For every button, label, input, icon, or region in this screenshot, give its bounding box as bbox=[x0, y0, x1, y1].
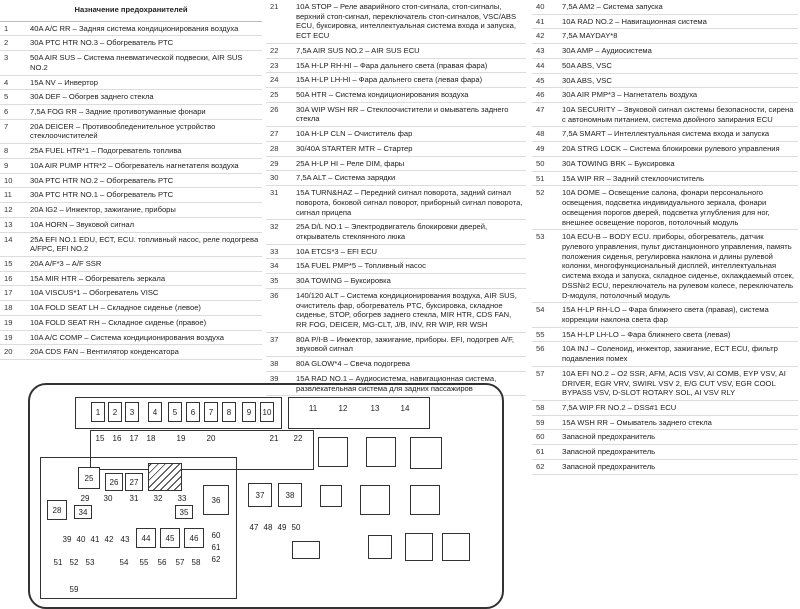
fuse-row bbox=[532, 171, 798, 186]
fuse-row bbox=[0, 51, 262, 75]
fuse-description: 10A HORN – Звуковой сигнал bbox=[30, 217, 262, 232]
fuse-25: 25 bbox=[78, 467, 100, 489]
fuse-row bbox=[532, 14, 798, 29]
fuse-description: 7,5A AM2 – Система запуска bbox=[562, 0, 798, 14]
fuse-row bbox=[266, 220, 526, 244]
fuse-row bbox=[266, 43, 526, 58]
fuse-row bbox=[532, 142, 798, 157]
fuse-5: 5 bbox=[168, 402, 182, 422]
fuse-28: 28 bbox=[47, 500, 67, 520]
fuse-row bbox=[266, 259, 526, 274]
fuse-38: 38 bbox=[278, 483, 302, 507]
fuse-description: 30A TOWING BRK – Буксировка bbox=[562, 156, 798, 171]
fuse-row bbox=[532, 58, 798, 73]
fuse-description: 7,5A ALT – Система зарядки bbox=[296, 171, 526, 186]
fuse-61-label: 61 bbox=[211, 543, 221, 552]
relay-hatched bbox=[148, 463, 182, 491]
fuse-17-label: 17 bbox=[129, 434, 139, 443]
fuse-description: 15A H-LP RH-HI – Фара дальнего света (правая фара) bbox=[296, 58, 526, 73]
fuse-number: 41 bbox=[532, 14, 562, 29]
fuse-number: 59 bbox=[532, 415, 562, 430]
fuse-number: 10 bbox=[0, 173, 30, 188]
fuse-46: 46 bbox=[184, 528, 204, 548]
fuse-60-label: 60 bbox=[211, 531, 221, 540]
fuse-number: 17 bbox=[0, 286, 30, 301]
fuse-34: 34 bbox=[74, 505, 92, 519]
fuse-number: 30 bbox=[266, 171, 296, 186]
fuse-number: 55 bbox=[532, 327, 562, 342]
fuse-row bbox=[0, 158, 262, 173]
fuse-row bbox=[532, 327, 798, 342]
fuse-13-label: 13 bbox=[370, 404, 380, 413]
fuse-description: 30A WIP WSH RR – Стеклоочистители и омыватель заднего стекла bbox=[296, 102, 526, 126]
fuse-number: 25 bbox=[266, 88, 296, 103]
fuse-16-label: 16 bbox=[112, 434, 122, 443]
fuse-row bbox=[0, 271, 262, 286]
fuse-row bbox=[0, 90, 262, 105]
fuse-description: Запасной предохранитель bbox=[562, 430, 798, 445]
relay-6 bbox=[410, 485, 440, 515]
fuse-number: 53 bbox=[532, 230, 562, 303]
fuse-row bbox=[0, 345, 262, 360]
fuse-description: 30A ABS, VSC bbox=[562, 73, 798, 88]
fuse-description: 30A DEF – Обогрев заднего стекла bbox=[30, 90, 262, 105]
fuse-number: 6 bbox=[0, 105, 30, 120]
fuse-row bbox=[532, 0, 798, 14]
fuse-row bbox=[266, 186, 526, 220]
fuse-table-column-3 bbox=[532, 0, 798, 475]
fuse-number: 22 bbox=[266, 43, 296, 58]
fuse-row bbox=[266, 73, 526, 88]
fuse-description: 7,5A SMART – Интеллектуальная система входа и запуска bbox=[562, 127, 798, 142]
fuse-row bbox=[532, 29, 798, 44]
fuse-row bbox=[0, 36, 262, 51]
fuse-row bbox=[266, 332, 526, 356]
fuse-row bbox=[532, 44, 798, 59]
fuse-description: 25A D/L NO.1 – Электродвигатель блокировки дверей, открыватель стеклянного люка bbox=[296, 220, 526, 244]
fuse-62-label: 62 bbox=[211, 555, 221, 564]
fuse-description: 30A AIR PMP*3 – Нагнетатель воздуха bbox=[562, 88, 798, 103]
fuse-number: 9 bbox=[0, 158, 30, 173]
fuse-row bbox=[0, 144, 262, 159]
fuse-number: 51 bbox=[532, 171, 562, 186]
fuse-row bbox=[532, 366, 798, 400]
fuse-description: Запасной предохранитель bbox=[562, 445, 798, 460]
fuse-4: 4 bbox=[148, 402, 162, 422]
fuse-description: 50A HTR – Система кондиционирования воздуха bbox=[296, 88, 526, 103]
fuse-1: 1 bbox=[91, 402, 105, 422]
fuse-description: Запасной предохранитель bbox=[562, 459, 798, 474]
fuse-description: 80A P/I-B – Инжектор, зажигание, приборы. EFI, подогрев A/F, звуковой сигнал bbox=[296, 332, 526, 356]
fuse-number: 11 bbox=[0, 188, 30, 203]
fuse-description: 80A GLOW*4 – Свеча подогрева bbox=[296, 357, 526, 372]
fuse-52-label: 52 bbox=[69, 558, 79, 567]
fuse-49-label: 49 bbox=[277, 523, 287, 532]
fuse-row bbox=[532, 186, 798, 230]
fuse-row bbox=[266, 141, 526, 156]
fuse-26: 26 bbox=[105, 473, 123, 491]
fuse-number: 4 bbox=[0, 75, 30, 90]
fuse-row bbox=[532, 73, 798, 88]
fuse-number: 60 bbox=[532, 430, 562, 445]
fuse-row bbox=[532, 459, 798, 474]
fuse-description: 10A DOME – Освещение салона, фонари персонального освещения, подсветка индивидуального зеркала, фонари освещения порогов дверей, подсветка углубления для ног, внешнее освещение порогов, потолочный модуль bbox=[562, 186, 798, 230]
fuse-36: 36 bbox=[203, 485, 229, 515]
fuse-40-label: 40 bbox=[76, 535, 86, 544]
fuse-table-column-2 bbox=[266, 0, 526, 396]
fuse-number: 20 bbox=[0, 345, 30, 360]
fuse-12-label: 12 bbox=[338, 404, 348, 413]
fuse-description: 15A H-LP RH-LO – Фара ближнего света (правая), система коррекции наклона света фар bbox=[562, 303, 798, 327]
fuse-21-label: 21 bbox=[269, 434, 279, 443]
fuse-number: 3 bbox=[0, 51, 30, 75]
fuse-number: 5 bbox=[0, 90, 30, 105]
fuse-row bbox=[532, 127, 798, 142]
fuse-row bbox=[532, 230, 798, 303]
relay-1 bbox=[318, 437, 348, 467]
fuse-number: 58 bbox=[532, 401, 562, 416]
fuse-number: 12 bbox=[0, 203, 30, 218]
fuse-row bbox=[0, 330, 262, 345]
fuse-56-label: 56 bbox=[157, 558, 167, 567]
fuse-7: 7 bbox=[204, 402, 218, 422]
fuse-number: 56 bbox=[532, 342, 562, 366]
fuse-number: 57 bbox=[532, 366, 562, 400]
fuse-description: 30A PTC HTR NO.2 – Обогреватель PTC bbox=[30, 173, 262, 188]
fuse-row bbox=[0, 105, 262, 120]
fuse-row bbox=[532, 103, 798, 127]
fuse-row bbox=[532, 415, 798, 430]
fuse-53-label: 53 bbox=[85, 558, 95, 567]
fuse-description: 30/40A STARTER MTR – Стартер bbox=[296, 141, 526, 156]
table-header-row bbox=[0, 0, 262, 21]
fuse-number: 15 bbox=[0, 256, 30, 271]
fuse-number: 47 bbox=[532, 103, 562, 127]
fuse-row bbox=[0, 286, 262, 301]
fuse-number: 36 bbox=[266, 288, 296, 332]
fuse-number: 40 bbox=[532, 0, 562, 14]
fuse-table-column-1 bbox=[0, 0, 262, 360]
fuse-33-label: 33 bbox=[177, 494, 187, 503]
fuse-10: 10 bbox=[260, 402, 274, 422]
fuse-description: 50A AIR SUS – Система пневматической подвески, AIR SUS NO.2 bbox=[30, 51, 262, 75]
fuse-row bbox=[0, 301, 262, 316]
fuse-description: 10A EFI NO.2 – O2 SSR, AFM, ACIS VSV, AI COMB, EYP VSV, AI DRIVER, EGR VRV, SWIRL VSV 2, E/G CUT VSV, EGR COOL BYPASS VSV, D-SLOT ROTARY SOL, AI VSV RLY bbox=[562, 366, 798, 400]
fuse-54-label: 54 bbox=[119, 558, 129, 567]
relay-block-top bbox=[288, 397, 430, 429]
fuse-description: 7,5A FOG RR – Задние противотуманные фонари bbox=[30, 105, 262, 120]
fuse-row bbox=[0, 75, 262, 90]
fuse-number: 39 bbox=[266, 371, 296, 395]
fuse-45: 45 bbox=[160, 528, 180, 548]
fuse-42-label: 42 bbox=[104, 535, 114, 544]
fuse-description: 25A EFI NO.1 EDU, ECT, ECU. топливный насос, реле подогрева A/FPC, EFI NO.2 bbox=[30, 232, 262, 256]
fuse-table-1 bbox=[0, 0, 262, 360]
fuse-description: 40A A/C RR – Задняя система кондиционирования воздуха bbox=[30, 21, 262, 36]
fuse-number: 42 bbox=[532, 29, 562, 44]
fuse-row bbox=[266, 357, 526, 372]
fuse-number: 19 bbox=[0, 330, 30, 345]
fuse-48-label: 48 bbox=[263, 523, 273, 532]
fuse-number: 48 bbox=[532, 127, 562, 142]
relay-10 bbox=[442, 533, 470, 561]
fuse-description: 15A NV – Инвертор bbox=[30, 75, 262, 90]
fuse-9: 9 bbox=[242, 402, 256, 422]
fuse-description: 140/120 ALT – Система кондиционирования воздуха, AIR SUS, очиститель фар, обогреватель PTC, буксировка, складное сиденье, STOP, обогрев заднего стекла, MIR HTR, CDS FAN, RR FOG, DEICER, MG-CLT, J/B, INV, RR WIP, RR WSH bbox=[296, 288, 526, 332]
fuse-number: 7 bbox=[0, 119, 30, 143]
fuse-number: 27 bbox=[266, 127, 296, 142]
fuse-29-label: 29 bbox=[80, 494, 90, 503]
fuse-description: 10A STOP – Реле аварийного стоп-сигнала, стоп-сигналы, верхний стоп-сигнал, переключатель стоп-сигналов, VSC/ABS ECU, буксировка, интеллектуальная система входа и запуска, ECT ECU bbox=[296, 0, 526, 43]
fuse-41-label: 41 bbox=[90, 535, 100, 544]
fuse-description: 10A VISCUS*1 – Обогреватель VISC bbox=[30, 286, 262, 301]
fuse-11-label: 11 bbox=[308, 404, 318, 413]
fuse-description: 25A FUEL HTR*1 – Подогреватель топлива bbox=[30, 144, 262, 159]
fuse-row bbox=[266, 58, 526, 73]
fuse-37: 37 bbox=[248, 483, 272, 507]
fuse-number: 2 bbox=[0, 36, 30, 51]
fuse-6: 6 bbox=[186, 402, 200, 422]
relay-9 bbox=[405, 533, 433, 561]
fuse-description: 10A ECU-B – BODY ECU. приборы, обогреватель, датчик рулевого управления, пульт дистанционного управления, память положения сиденья, регулировка наклона и длины рулевой колонки, многофункциональный дисплей, интеллектуальная система входа и запуска, складное сиденье, охлаждаемый отсек, DSS№2 ECU, переключатель на рулевом колесе, переключатель D-модуля, потолочный модуль bbox=[562, 230, 798, 303]
fuse-number: 45 bbox=[532, 73, 562, 88]
fuse-description: 15A RAD NO.1 – Аудиосистема, навигационная система, развлекательная система для задних пассажиров bbox=[296, 371, 526, 395]
fuse-number: 19 bbox=[0, 315, 30, 330]
relay-2 bbox=[366, 437, 396, 467]
fuse-description: 15A H-LP LH-LO – Фара ближнего света (левая) bbox=[562, 327, 798, 342]
fuse-row bbox=[266, 127, 526, 142]
fuse-number: 21 bbox=[266, 0, 296, 43]
fuse-row bbox=[266, 288, 526, 332]
fuse-row bbox=[0, 119, 262, 143]
fuse-15-label: 15 bbox=[95, 434, 105, 443]
fuse-description: 15A H-LP LH-HI – Фара дальнего света (левая фара) bbox=[296, 73, 526, 88]
fuse-description: 15A MIR HTR – Обогреватель зеркала bbox=[30, 271, 262, 286]
fuse-number: 35 bbox=[266, 274, 296, 289]
fuse-35: 35 bbox=[175, 505, 193, 519]
fuse-row bbox=[0, 256, 262, 271]
fuse-row bbox=[532, 303, 798, 327]
fuse-number: 1 bbox=[0, 21, 30, 36]
fuse-description: 30A PTC HTR NO.3 – Обогреватель PTC bbox=[30, 36, 262, 51]
fuse-description: 20A CDS FAN – Вентилятор конденсатора bbox=[30, 345, 262, 360]
fuse-row bbox=[0, 315, 262, 330]
fuse-44: 44 bbox=[136, 528, 156, 548]
fuse-51-label: 51 bbox=[53, 558, 63, 567]
fuse-description: 20A STRG LOCK – Система блокировки рулевого управления bbox=[562, 142, 798, 157]
fuse-table-3 bbox=[532, 0, 798, 475]
fuse-number: 26 bbox=[266, 102, 296, 126]
fuse-description: 15A TURN&HAZ – Передний сигнал поворота, задний сигнал поворота, боковой сигнал поворот, приборный сигнал поворота, сигнал прицепа bbox=[296, 186, 526, 220]
fuse-number: 46 bbox=[532, 88, 562, 103]
fuse-description: 15A WIP RR – Задний стеклоочиститель bbox=[562, 171, 798, 186]
fuse-number: 33 bbox=[266, 244, 296, 259]
fuse-number: 44 bbox=[532, 58, 562, 73]
fuse-description: 10A INJ – Соленоид, инжектор, зажигание, ECT ECU, фильтр подавления помех bbox=[562, 342, 798, 366]
fuse-row bbox=[0, 173, 262, 188]
fuse-number: 62 bbox=[532, 459, 562, 474]
fuse-row bbox=[532, 401, 798, 416]
fuse-39-label: 39 bbox=[62, 535, 72, 544]
fuse-55-label: 55 bbox=[139, 558, 149, 567]
relay-4 bbox=[320, 485, 342, 507]
relay-3 bbox=[410, 437, 442, 469]
fuse-27: 27 bbox=[125, 473, 143, 491]
fuse-row bbox=[532, 430, 798, 445]
fuse-row bbox=[266, 171, 526, 186]
fuse-description: 10A A/C COMP – Система кондиционирования воздуха bbox=[30, 330, 262, 345]
fuse-row bbox=[266, 156, 526, 171]
fuse-59-label: 59 bbox=[69, 585, 79, 594]
fuse-number: 28 bbox=[266, 141, 296, 156]
fuse-description: 10A H-LP CLN – Очиститель фар bbox=[296, 127, 526, 142]
fuse-8: 8 bbox=[222, 402, 236, 422]
fuse-row bbox=[532, 88, 798, 103]
fuse-32-label: 32 bbox=[153, 494, 163, 503]
fuse-row bbox=[0, 232, 262, 256]
relay-7 bbox=[292, 541, 320, 559]
fuse-58-label: 58 bbox=[191, 558, 201, 567]
fuse-number: 8 bbox=[0, 144, 30, 159]
relay-5 bbox=[360, 485, 390, 515]
fuse-number: 16 bbox=[0, 271, 30, 286]
fuse-50-label: 50 bbox=[291, 523, 301, 532]
fuse-row bbox=[266, 102, 526, 126]
fuse-number: 23 bbox=[266, 58, 296, 73]
fuse-number: 54 bbox=[532, 303, 562, 327]
fuse-18-label: 18 bbox=[146, 434, 156, 443]
fuse-row bbox=[0, 21, 262, 36]
fuse-description: 50A ABS, VSC bbox=[562, 58, 798, 73]
fuse-row bbox=[0, 203, 262, 218]
fuse-number: 43 bbox=[532, 44, 562, 59]
fuse-57-label: 57 bbox=[175, 558, 185, 567]
fuse-14-label: 14 bbox=[400, 404, 410, 413]
fuse-31-label: 31 bbox=[129, 494, 139, 503]
fuse-19-label: 19 bbox=[176, 434, 186, 443]
fuse-row bbox=[0, 188, 262, 203]
fuse-description: 10A ETCS*3 – EFI ECU bbox=[296, 244, 526, 259]
fuse-row bbox=[266, 274, 526, 289]
fuse-row bbox=[532, 156, 798, 171]
fuse-number: 34 bbox=[266, 259, 296, 274]
fuse-description: 30A PTC HTR NO.1 – Обогреватель PTC bbox=[30, 188, 262, 203]
relay-8 bbox=[368, 535, 392, 559]
fuse-row bbox=[0, 217, 262, 232]
fuse-row bbox=[266, 88, 526, 103]
fuse-number: 31 bbox=[266, 186, 296, 220]
fuse-22-label: 22 bbox=[293, 434, 303, 443]
fuse-20-label: 20 bbox=[206, 434, 216, 443]
fuse-description: 10A RAD NO.2 – Навигационная система bbox=[562, 14, 798, 29]
fuse-description: 25A H-LP HI – Реле DIM, фары bbox=[296, 156, 526, 171]
fuse-box-diagram bbox=[28, 383, 504, 609]
fuse-47-label: 47 bbox=[249, 523, 259, 532]
fuse-description: 7,5A WIP FR NO.2 – DSS#1 ECU bbox=[562, 401, 798, 416]
fuse-3: 3 bbox=[125, 402, 139, 422]
fuse-description: 7,5A MAYDAY*8 bbox=[562, 29, 798, 44]
fuse-43-label: 43 bbox=[120, 535, 130, 544]
fuse-number: 14 bbox=[0, 232, 30, 256]
fuse-number: 37 bbox=[266, 332, 296, 356]
table-header: Назначение предохранителей bbox=[0, 0, 262, 21]
fuse-description: 30A TOWING – Буксировка bbox=[296, 274, 526, 289]
fuse-30-label: 30 bbox=[103, 494, 113, 503]
fuse-number: 52 bbox=[532, 186, 562, 230]
fuse-table-2 bbox=[266, 0, 526, 396]
fuse-number: 61 bbox=[532, 445, 562, 460]
fuse-number: 29 bbox=[266, 156, 296, 171]
fuse-2: 2 bbox=[108, 402, 122, 422]
fuse-description: 10A FOLD SEAT LH – Складное сиденье (левое) bbox=[30, 301, 262, 316]
fuse-number: 18 bbox=[0, 301, 30, 316]
fuse-description: 7,5A AIR SUS NO.2 – AIR SUS ECU bbox=[296, 43, 526, 58]
fuse-description: 20A A/F*3 – A/F SSR bbox=[30, 256, 262, 271]
fuse-row bbox=[532, 342, 798, 366]
fuse-row bbox=[266, 244, 526, 259]
fuse-number: 32 bbox=[266, 220, 296, 244]
fuse-number: 38 bbox=[266, 357, 296, 372]
fuse-row bbox=[266, 0, 526, 43]
fuse-number: 24 bbox=[266, 73, 296, 88]
fuse-number: 49 bbox=[532, 142, 562, 157]
fuse-description: 10A FOLD SEAT RH – Складное сиденье (правое) bbox=[30, 315, 262, 330]
fuse-description: 15A FUEL PMP*5 – Топливный насос bbox=[296, 259, 526, 274]
fuse-description: 20A IG2 – Инжектор, зажигание, приборы bbox=[30, 203, 262, 218]
fuse-description: 30A AMP – Аудиосистема bbox=[562, 44, 798, 59]
fuse-description: 10A SECURITY – Звуковой сигнал системы безопасности, сирена с автономным питанием, система двойного запирания ECU bbox=[562, 103, 798, 127]
fuse-number: 13 bbox=[0, 217, 30, 232]
fuse-description: 20A DEICER – Противообледенительное устройство стеклоочистителей bbox=[30, 119, 262, 143]
fuse-description: 15A WSH RR – Омыватель заднего стекла bbox=[562, 415, 798, 430]
fuse-description: 10A AIR PUMP HTR*2 – Обогреватель нагнетателя воздуха bbox=[30, 158, 262, 173]
fuse-number: 50 bbox=[532, 156, 562, 171]
fuse-row bbox=[532, 445, 798, 460]
